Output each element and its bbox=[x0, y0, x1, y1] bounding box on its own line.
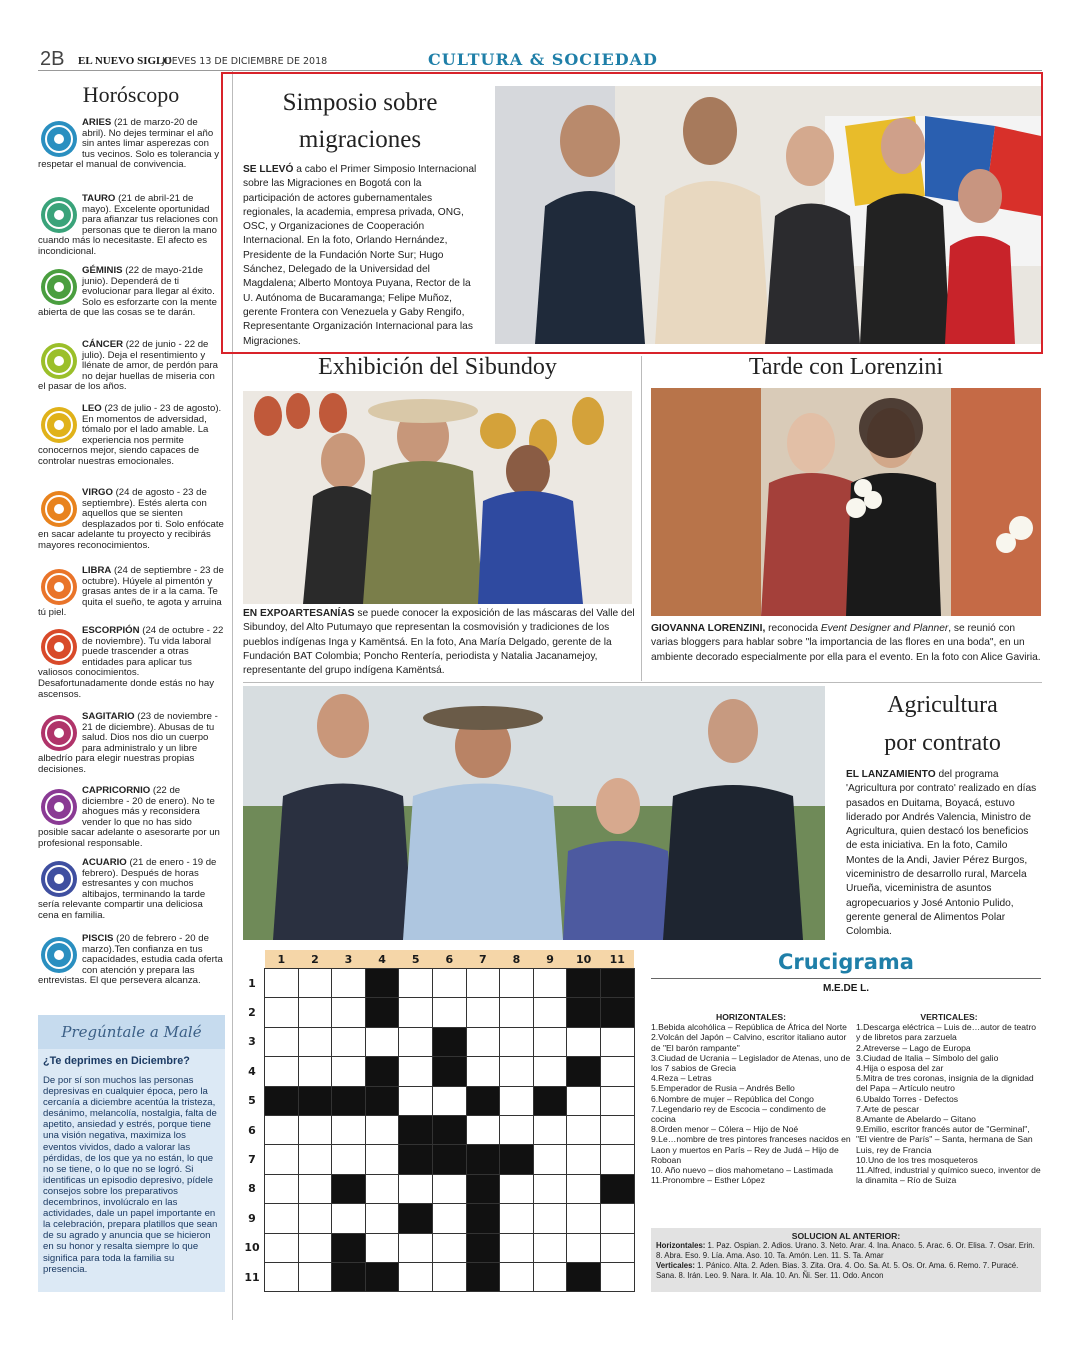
crossword-cell[interactable] bbox=[365, 1145, 399, 1174]
horizontal-clue: 11.Pronombre – Esther López bbox=[651, 1175, 766, 1186]
crossword-cell[interactable] bbox=[399, 1233, 433, 1262]
crossword-cell[interactable] bbox=[500, 969, 534, 998]
crossword-black-cell bbox=[466, 1233, 500, 1262]
crossword-cell[interactable] bbox=[500, 1262, 534, 1291]
solution-box bbox=[651, 1228, 1041, 1292]
crossword-black-cell bbox=[466, 1086, 500, 1115]
crossword-cell[interactable] bbox=[466, 1027, 500, 1056]
crossword-cell[interactable] bbox=[432, 998, 466, 1027]
aquarius-icon bbox=[40, 860, 78, 898]
horizontal-clue: 5.Emperador de Rusia – Andrés Bello bbox=[651, 1083, 795, 1094]
simposio-title bbox=[240, 84, 480, 158]
crossword-black-cell bbox=[298, 1086, 332, 1115]
sign-text: (21 de marzo-20 de abril). No dejes terminar el año sin antes limar asperezas con tus vecinos. Solo es tolerancia y respetar el manual de convivencia. bbox=[38, 117, 220, 171]
row-number: 6 bbox=[248, 1123, 256, 1137]
crossword-cell[interactable] bbox=[533, 1233, 567, 1262]
horizontal-clue: 9.Le…nombre de tres pintores franceses nacidos en Laon y muertos en París – Rey de Judá – Hijo de Roboan bbox=[651, 1134, 851, 1165]
row-number: 1 bbox=[248, 976, 256, 990]
crossword-cell[interactable] bbox=[399, 969, 433, 998]
crossword-cell[interactable] bbox=[399, 998, 433, 1027]
horizontal-clue: 2.Volcán del Japón – Calvino, escritor italiano autor de "El barón rampante" bbox=[651, 1032, 847, 1053]
agricultura-title-line2: por contrato bbox=[884, 730, 1001, 756]
sign-text: (21 de enero - 19 de febrero). Después de horas estresantes y con muchos altibajos, terminando la tarde sería relevante compartir una deliciosa cena en familia. bbox=[38, 857, 217, 921]
crossword-cell[interactable] bbox=[567, 1115, 601, 1144]
crossword-black-cell bbox=[365, 1057, 399, 1086]
horoscope-item bbox=[38, 566, 224, 619]
crossword-black-cell bbox=[600, 998, 634, 1027]
horoscope-item bbox=[38, 858, 224, 922]
vertical-clue: 9.Emilio, escritor francés autor de "Germinal", "El vientre de París" – Santa, hermana de San Luis, rey de Francia bbox=[856, 1124, 1033, 1155]
horizontal-clue: 7.Legendario rey de Escocia – condimento de cocina bbox=[651, 1103, 826, 1125]
leo-icon bbox=[40, 406, 78, 444]
crossword-rule bbox=[651, 978, 1041, 979]
lorenzini-caption bbox=[651, 622, 1041, 665]
crossword-cell[interactable] bbox=[533, 1174, 567, 1203]
horizontales-clues bbox=[651, 1012, 851, 1185]
advice-box bbox=[38, 1015, 225, 1292]
column-number: 11 bbox=[600, 950, 634, 969]
crossword-black-cell bbox=[466, 1145, 500, 1174]
libra-icon bbox=[40, 568, 78, 606]
vertical-clue: 7.Arte de pescar bbox=[856, 1103, 920, 1114]
crossword-cell[interactable] bbox=[533, 1115, 567, 1144]
crossword-black-cell bbox=[332, 1086, 366, 1115]
crossword-cell[interactable] bbox=[365, 1027, 399, 1056]
crossword-black-cell bbox=[432, 1027, 466, 1056]
agricultura-title bbox=[843, 686, 1042, 762]
column-number: 7 bbox=[466, 950, 500, 969]
crossword-cell[interactable] bbox=[533, 1027, 567, 1056]
row-number: 4 bbox=[248, 1064, 256, 1078]
vertical-clue: 4.Hija o esposa del zar bbox=[856, 1063, 944, 1074]
crossword-cell[interactable] bbox=[365, 1233, 399, 1262]
horoscope-item bbox=[38, 194, 224, 258]
agricultura-title-line1: Agricultura bbox=[887, 692, 998, 718]
horoscope-item bbox=[38, 404, 224, 468]
crossword-cell[interactable] bbox=[500, 1115, 534, 1144]
horizontales-title: HORIZONTALES: bbox=[715, 1012, 787, 1022]
crossword-black-cell bbox=[365, 1086, 399, 1115]
horoscope-title: Horóscopo bbox=[82, 82, 180, 107]
sign-text: (24 de agosto - 23 de septiembre). Estés alerta con aquellos que se sienten desplazados por ti. Solo enfócate en sacar adelante tu proyecto y recibirás mayores reconocimientos. bbox=[38, 487, 224, 551]
sign-text: (24 de septiembre - 23 de octubre). Húyele al pimentón y grasas antes de ir a la cama. Te quita el sueño, te agota y arruina tú piel. bbox=[38, 565, 224, 619]
crossword-cell[interactable] bbox=[298, 1115, 332, 1144]
crossword-cell[interactable] bbox=[500, 998, 534, 1027]
crossword-author: M.E.DE L. bbox=[822, 983, 870, 994]
crossword-cell[interactable] bbox=[332, 1057, 366, 1086]
crossword-cell[interactable] bbox=[466, 1115, 500, 1144]
vertical-clue: 2.Atreverse – Lago de Europa bbox=[856, 1042, 971, 1053]
horoscope-item bbox=[38, 266, 224, 319]
crossword-cell[interactable] bbox=[600, 1233, 634, 1262]
sibundoy-photo bbox=[243, 391, 632, 604]
crossword-black-cell bbox=[466, 1174, 500, 1203]
crossword-cell[interactable] bbox=[298, 1262, 332, 1291]
crossword-cell[interactable] bbox=[365, 1174, 399, 1203]
column-number: 2 bbox=[298, 950, 332, 969]
crossword-black-cell bbox=[432, 1145, 466, 1174]
solution-title: SOLUCION AL ANTERIOR: bbox=[791, 1231, 901, 1241]
crossword-cell[interactable] bbox=[265, 998, 299, 1027]
crossword-cell[interactable] bbox=[332, 998, 366, 1027]
lorenzini-photo bbox=[651, 388, 1041, 616]
crossword-cell[interactable] bbox=[298, 1057, 332, 1086]
row-number: 2 bbox=[248, 1006, 256, 1020]
column-number: 3 bbox=[332, 950, 366, 969]
sign-name: SAGITARIO bbox=[82, 711, 135, 722]
section-title: CULTURA & SOCIEDAD bbox=[428, 50, 658, 69]
sign-text: (23 de julio - 23 de agosto). En momentos de adversidad, tómalo por el lado amable. La experiencia nos permite conocernos mejor, siendo capaces de controlar nuestras emocionales. bbox=[38, 403, 222, 467]
sign-name: VIRGO bbox=[82, 487, 113, 498]
crossword-cell[interactable] bbox=[399, 1174, 433, 1203]
crossword-cell[interactable] bbox=[332, 1115, 366, 1144]
page-number: 2B bbox=[40, 48, 65, 70]
agricultura-text: del programa 'Agricultura por contrato' realizado en días pasados en Duitama, Boyacá, estuvo liderado por Andrés Valencia, Ministro de Agricultura, quien destacó los beneficios de esta iniciativa. En la foto, Camilo Montes de la Andi, Javier Pérez Burgos, viceministro de desarrollo rural, Marcela Urueña, viceministra de asuntos agropecuarios y José Antonio Pulido, gerente general de Alimentos Polar Colombia. bbox=[846, 769, 1037, 938]
sign-text: (20 de febrero - 20 de marzo).Ten confianza en tus capacidades, estudia cada oferta con atención y prepara las entrevistas. El que persevera alcanza. bbox=[38, 933, 223, 987]
gemini-icon bbox=[40, 268, 78, 306]
solution-h-label: Horizontales: bbox=[656, 1241, 706, 1251]
crossword-black-cell bbox=[399, 1115, 433, 1144]
crossword-black-cell bbox=[399, 1145, 433, 1174]
pisces-icon bbox=[40, 936, 78, 974]
crossword-cell[interactable] bbox=[332, 1204, 366, 1233]
crossword-cell[interactable] bbox=[567, 1027, 601, 1056]
newspaper-name: EL NUEVO SIGLO bbox=[78, 55, 172, 67]
column-number: 4 bbox=[365, 950, 399, 969]
vertical-clue: 3.Ciudad de Italia – Símbolo del galio bbox=[856, 1052, 999, 1063]
crossword-black-cell bbox=[600, 969, 634, 998]
crossword-cell[interactable] bbox=[265, 1057, 299, 1086]
lorenzini-text-2: , se reunió con varias bloggers para hablar sobre "la importancia de las flores en una boda", en un ambiente decorado especialmente por ella para el evento. En la foto con Alice Gaviria. bbox=[651, 623, 1041, 663]
sign-name: PISCIS bbox=[82, 933, 114, 944]
sibundoy-lead: EN EXPOARTESANÍAS bbox=[243, 608, 355, 619]
horoscope-item bbox=[38, 626, 224, 700]
horizontal-clue: 10. Año nuevo – dios mahometano – Lastimada bbox=[651, 1165, 834, 1176]
vertical-clue: 10.Uno de los tres mosqueteros bbox=[856, 1154, 978, 1165]
vertical-clue: 5.Mitra de tres coronas, insignia de la dignidad del Papa – Artículo neutro bbox=[856, 1073, 1034, 1094]
horizontal-clue: 1.Bebida alcohólica – República de África del Norte bbox=[651, 1022, 847, 1033]
vertical-clue: 11.Alfred, industrial y químico sueco, inventor de la dinamita – Río de Suiza bbox=[856, 1165, 1041, 1186]
crossword-black-cell bbox=[399, 1204, 433, 1233]
crossword-black-cell bbox=[332, 1233, 366, 1262]
crossword-cell[interactable] bbox=[432, 1262, 466, 1291]
issue-date: JUEVES 13 DE DICIEMBRE DE 2018 bbox=[162, 56, 328, 67]
row-number: 7 bbox=[248, 1153, 256, 1167]
crossword-cell[interactable] bbox=[600, 1057, 634, 1086]
crossword-black-cell bbox=[332, 1262, 366, 1291]
row-number: 10 bbox=[244, 1241, 260, 1255]
crossword-cell[interactable] bbox=[533, 998, 567, 1027]
crossword-black-cell bbox=[365, 1262, 399, 1291]
horizontal-clue: 6.Nombre de mujer – República del Congo bbox=[651, 1093, 814, 1104]
solution-v-text: 1. Pánico. Alta. 2. Aden. Bias. 3. Zita. Ora. 4. Oo. Sa. At. 5. Os. Or. Ama. 6. Remo. 7. Puracé. Sana. 8. Irán. Leo. 9. Nara. Ir. Ala. 10. An. Ñi. Ser. 11. Odo. Ancon bbox=[656, 1261, 1019, 1281]
crossword-cell[interactable] bbox=[365, 1204, 399, 1233]
horoscope-item bbox=[38, 934, 224, 987]
advice-box-title: Pregúntale a Malé bbox=[38, 1015, 225, 1049]
lorenzini-text-italic: Event Designer and Planner bbox=[820, 623, 949, 634]
crossword-cell[interactable] bbox=[298, 969, 332, 998]
sign-name: ARIES bbox=[82, 117, 112, 128]
horoscope-item bbox=[38, 786, 224, 850]
vertical-clue: 8.Amante de Abelardo – Gitano bbox=[856, 1114, 976, 1125]
crossword-cell[interactable] bbox=[500, 1204, 534, 1233]
row-number: 11 bbox=[244, 1270, 260, 1284]
crossword-cell[interactable] bbox=[432, 1233, 466, 1262]
aries-icon bbox=[40, 120, 78, 158]
crossword-cell[interactable] bbox=[567, 1174, 601, 1203]
verticales-title: VERTICALES: bbox=[920, 1012, 978, 1022]
mid-divider bbox=[641, 356, 642, 681]
solution-verticales bbox=[656, 1261, 1036, 1281]
crossword-cell[interactable] bbox=[600, 1115, 634, 1144]
crossword-grid bbox=[240, 950, 635, 1292]
sign-name: ESCORPIÓN bbox=[82, 625, 140, 636]
sign-text: (21 de abril-21 de mayo). Excelente oportunidad para afianzar tus relaciones con personas que te dieron la mano cuando más lo necesitaste. El afecto es incondicional. bbox=[38, 193, 218, 257]
crossword-cell[interactable] bbox=[567, 1086, 601, 1115]
agricultura-body bbox=[846, 768, 1042, 940]
horizontal-clue: 3.Ciudad de Ucrania – Legislador de Atenas, uno de los 7 sabios de Grecia bbox=[651, 1052, 851, 1074]
crossword-cell[interactable] bbox=[298, 1174, 332, 1203]
sign-text: (22 de mayo-21de junio). Dependerá de ti evolucionar para llegar al éxito. Solo es esforzarte con la mente abierta de que las cosas se te darán. bbox=[38, 265, 217, 319]
crossword-cell[interactable] bbox=[399, 1027, 433, 1056]
horoscope-item bbox=[38, 340, 224, 393]
sign-text: (22 de junio - 22 de julio). Deja el resentimiento y llénate de amor, de perdón para no dejar huellas de miseria con el pasar de los años. bbox=[38, 339, 219, 393]
crossword-cell[interactable] bbox=[600, 1204, 634, 1233]
horoscope-item bbox=[38, 118, 224, 171]
crossword-cell[interactable] bbox=[533, 969, 567, 998]
crossword-black-cell bbox=[466, 1204, 500, 1233]
lorenzini-text-1: reconocida bbox=[765, 623, 821, 634]
crossword-cell[interactable] bbox=[265, 1204, 299, 1233]
crossword-cell[interactable] bbox=[265, 1233, 299, 1262]
crossword-cell[interactable] bbox=[600, 1262, 634, 1291]
crossword-cell[interactable] bbox=[567, 1233, 601, 1262]
crossword-title: Crucigrama bbox=[778, 950, 914, 974]
crossword-cell[interactable] bbox=[533, 1145, 567, 1174]
verticales-clues bbox=[856, 1012, 1042, 1185]
agricultura-lead: EL LANZAMIENTO bbox=[846, 769, 936, 780]
crossword-cell[interactable] bbox=[600, 1145, 634, 1174]
header-rule bbox=[38, 70, 1042, 71]
simposio-lead: SE LLEVÓ bbox=[243, 164, 294, 175]
column-number: 8 bbox=[500, 950, 534, 969]
grid-corner bbox=[240, 950, 265, 969]
crossword-cell[interactable] bbox=[466, 1057, 500, 1086]
crossword-black-cell bbox=[567, 1057, 601, 1086]
column-number: 6 bbox=[432, 950, 466, 969]
crossword-cell[interactable] bbox=[265, 1115, 299, 1144]
crossword-cell[interactable] bbox=[332, 969, 366, 998]
crossword-black-cell bbox=[332, 1174, 366, 1203]
crossword-cell[interactable] bbox=[567, 1145, 601, 1174]
sibundoy-caption bbox=[243, 607, 635, 678]
crossword-cell[interactable] bbox=[365, 1115, 399, 1144]
crossword-cell[interactable] bbox=[533, 1262, 567, 1291]
crossword-cell[interactable] bbox=[265, 1262, 299, 1291]
crossword-cell[interactable] bbox=[432, 1204, 466, 1233]
crossword-cell[interactable] bbox=[399, 1086, 433, 1115]
crossword-black-cell bbox=[432, 1057, 466, 1086]
crossword-cell[interactable] bbox=[500, 1086, 534, 1115]
crossword-cell[interactable] bbox=[466, 969, 500, 998]
solution-horizontales bbox=[656, 1241, 1036, 1261]
crossword-cell[interactable] bbox=[567, 1204, 601, 1233]
crossword-cell[interactable] bbox=[533, 1057, 567, 1086]
crossword-black-cell bbox=[265, 1086, 299, 1115]
scorpio-icon bbox=[40, 628, 78, 666]
sagittarius-icon bbox=[40, 714, 78, 752]
crossword-cell[interactable] bbox=[500, 1233, 534, 1262]
horoscope-item bbox=[38, 712, 224, 776]
sign-name: CÁNCER bbox=[82, 339, 124, 350]
simposio-text: a cabo el Primer Simposio Internacional sobre las Migraciones en Bogotá con la participación de actores gubernamentales regionales, la academia, empresa privada, ONG, OSC, y Organizaciones de Cooperación Internacional. En la foto, Orlando Hernández, Presidente de la Fundación Norte Sur; Hugo Sánchez, Delegado de la Universidad del Magdalena; Alberto Montoya Puyana, Rector de la U. Autónoma de Bucaramanga; Felipe Muñoz, gerente Frontera con Venezuela y Gaby Rengifo, Representante Organización Internacional para las Migraciones. bbox=[243, 164, 477, 347]
crossword-black-cell bbox=[365, 969, 399, 998]
column-number: 5 bbox=[399, 950, 433, 969]
sign-text: (22 de diciembre - 20 de enero). No te ahogues más y reconsidera vender lo que no has sido posible sacar adelante o asesorarte por un profesional responsable. bbox=[38, 785, 220, 849]
crossword-cell[interactable] bbox=[432, 1174, 466, 1203]
crossword-black-cell bbox=[432, 1115, 466, 1144]
sibundoy-text: se puede conocer la exposición de las máscaras del Valle del Sibundoy, del Alto Putumayo que representan la cosmovisión y tradiciones de los pueblos indígenas Inga y Kamëntsá. En la foto, Ana María Delgado, gerente de la Fundación BAT Colombia; Poncho Rentería, periodista y Natalia Jacanamejoy, representante del grupo indígena Kamëntsá. bbox=[243, 608, 635, 677]
row-number: 5 bbox=[248, 1094, 256, 1108]
simposio-title-line2: migraciones bbox=[298, 126, 422, 153]
lorenzini-title: Tarde con Lorenzini bbox=[748, 354, 944, 380]
sign-name: LIBRA bbox=[82, 565, 112, 576]
vertical-clue: 1.Descarga eléctrica – Luis de…autor de teatro y de libretos para zarzuela bbox=[856, 1022, 1037, 1043]
crossword-cell[interactable] bbox=[600, 1027, 634, 1056]
lorenzini-lead: GIOVANNA LORENZINI, bbox=[651, 623, 766, 634]
column-number: 1 bbox=[265, 950, 299, 969]
crossword-cell[interactable] bbox=[500, 1174, 534, 1203]
crossword-cell[interactable] bbox=[265, 969, 299, 998]
sign-name: GÉMINIS bbox=[82, 265, 123, 276]
crossword-cell[interactable] bbox=[265, 1174, 299, 1203]
crossword-cell[interactable] bbox=[432, 1086, 466, 1115]
simposio-photo bbox=[495, 86, 1041, 344]
sign-name: CAPRICORNIO bbox=[82, 785, 151, 796]
crossword-black-cell bbox=[567, 998, 601, 1027]
crossword-cell[interactable] bbox=[332, 1145, 366, 1174]
column-number: 10 bbox=[567, 950, 601, 969]
crossword-cell[interactable] bbox=[298, 1204, 332, 1233]
crossword-cell[interactable] bbox=[500, 1057, 534, 1086]
crossword-cell[interactable] bbox=[265, 1145, 299, 1174]
solution-v-label: Verticales: bbox=[656, 1261, 696, 1271]
vertical-clue: 6.Ubaldo Torres - Defectos bbox=[856, 1093, 959, 1104]
horizontal-clue: 4.Reza – Letras bbox=[651, 1073, 712, 1084]
crossword-black-cell bbox=[466, 1262, 500, 1291]
crossword-cell[interactable] bbox=[298, 1145, 332, 1174]
crossword-cell[interactable] bbox=[600, 1086, 634, 1115]
cancer-icon bbox=[40, 342, 78, 380]
crossword-cell[interactable] bbox=[466, 998, 500, 1027]
crossword-black-cell bbox=[567, 1262, 601, 1291]
crossword-black-cell bbox=[365, 998, 399, 1027]
crossword-cell[interactable] bbox=[298, 998, 332, 1027]
crossword-cell[interactable] bbox=[265, 1027, 299, 1056]
virgo-icon bbox=[40, 490, 78, 528]
agricultura-photo bbox=[243, 686, 825, 940]
row-number: 3 bbox=[248, 1035, 256, 1049]
sibundoy-title: Exhibición del Sibundoy bbox=[318, 354, 557, 380]
advice-answer: De por sí son muchos las personas depresivas en cualquier época, pero la cercanía a diciembre acentúa la tristeza, desánimo, melancolía, nostalgia, falta de apetito, ansiedad y estrés, porque tiene una visión negativa, maximiza los eventos vividos, dado a valorar las pérdidas, de los que ya no están, lo que no se tiene, o lo que no se logró. Si identificas un episodio depresivo, pídele consejos sobre los preparativos decembrinos, involúcralo en las actividades, dale un papel importante en la celebración, prepara platillos que sean de su agrado y anuncia que se hicieron en su honor y resalta siempre lo que significa para toda la familia su presencia. bbox=[43, 1075, 218, 1275]
crossword-black-cell bbox=[533, 1086, 567, 1115]
row-number: 8 bbox=[248, 1182, 256, 1196]
sign-text: (24 de octubre - 22 de noviembre). Tu vida laboral puede trascender a otras entidades para aplicar tus valiosos conocimientos. Desafortunadamente donde estás no hay ascensos. bbox=[38, 625, 224, 700]
advice-question: ¿Te deprimes en Diciembre? bbox=[43, 1055, 190, 1067]
taurus-icon bbox=[40, 196, 78, 234]
sign-text: (23 de noviembre - 21 de diciembre). Abusas de tu salud. Dios nos dio un cuerpo para administralo y un libre albedrío para elegir nuestras propias decisiones. bbox=[38, 711, 218, 775]
capricorn-icon bbox=[40, 788, 78, 826]
crossword-black-cell bbox=[500, 1145, 534, 1174]
crossword-cell[interactable] bbox=[298, 1027, 332, 1056]
simposio-body bbox=[243, 163, 477, 349]
crossword-cell[interactable] bbox=[298, 1233, 332, 1262]
row-number: 9 bbox=[248, 1211, 256, 1225]
sign-name: TAURO bbox=[82, 193, 116, 204]
crossword-cell[interactable] bbox=[332, 1027, 366, 1056]
column-number: 9 bbox=[533, 950, 567, 969]
section-rule bbox=[243, 682, 1042, 683]
horizontal-clue: 8.Orden menor – Cólera – Hijo de Noé bbox=[651, 1124, 799, 1135]
solution-h-text: 1. Paz. Ospian. 2. Adios. Urano. 3. Neto. Arar. 4. Ina. Anaco. 5. Arac. 6. Or. Elisa. 7. Osar. Erin. 8. Abra. Eso. 9. Lía. Ama. Aso. 10. Ta. Amón. Len. 11. S. Ta. Amar bbox=[656, 1241, 1035, 1261]
crossword-black-cell bbox=[600, 1174, 634, 1203]
crossword-cell[interactable] bbox=[500, 1027, 534, 1056]
crossword-black-cell bbox=[567, 969, 601, 998]
horoscope-item bbox=[38, 488, 224, 552]
crossword-cell[interactable] bbox=[399, 1057, 433, 1086]
crossword-cell[interactable] bbox=[533, 1204, 567, 1233]
crossword-cell[interactable] bbox=[399, 1262, 433, 1291]
simposio-title-line1: Simposio sobre bbox=[282, 89, 438, 116]
sign-name: LEO bbox=[82, 403, 102, 414]
sign-name: ACUARIO bbox=[82, 857, 127, 868]
crossword-cell[interactable] bbox=[432, 969, 466, 998]
